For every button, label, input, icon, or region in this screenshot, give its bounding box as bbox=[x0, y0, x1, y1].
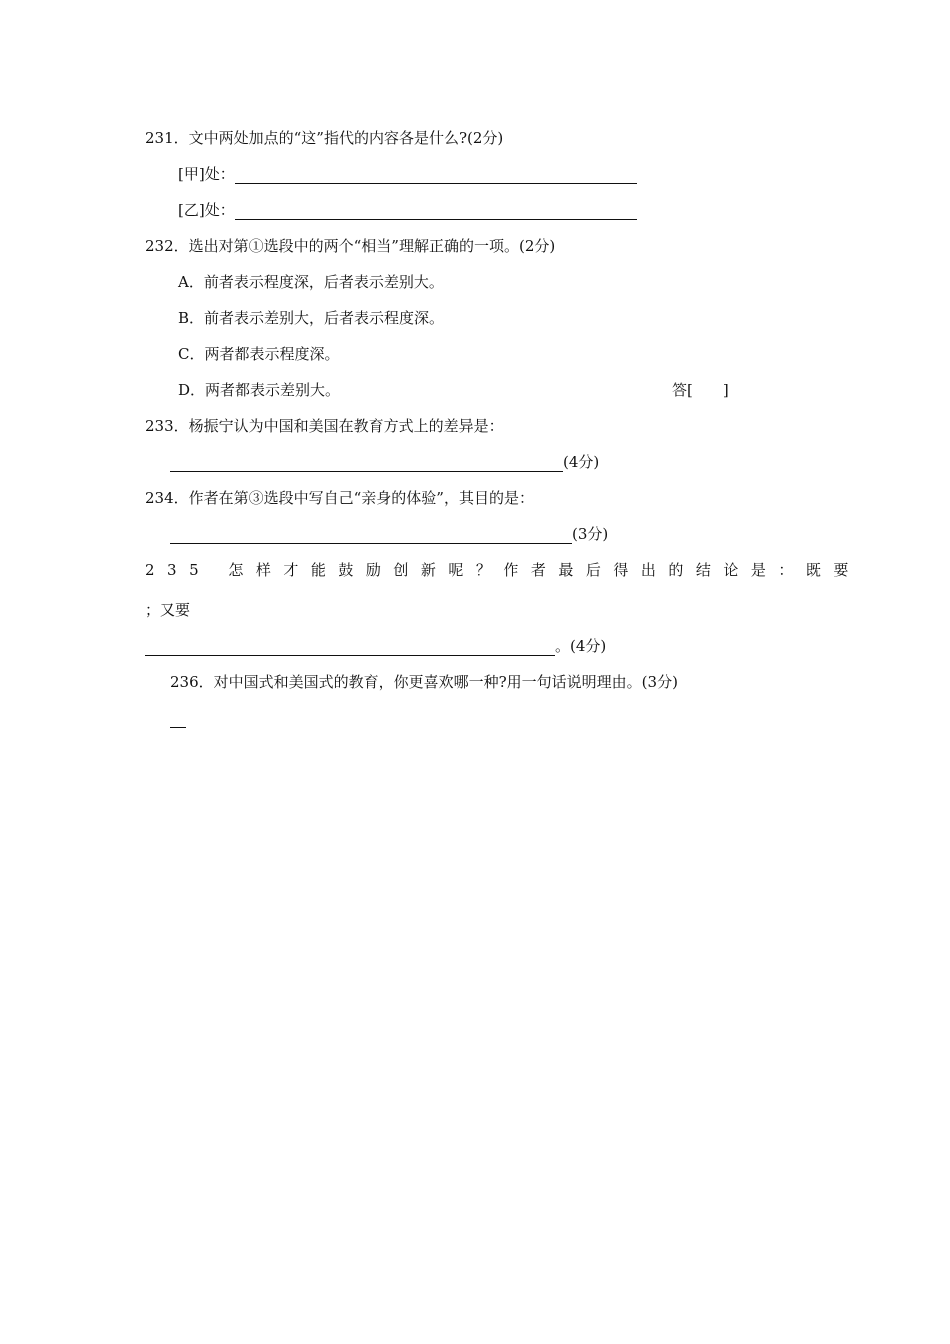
answer-blank-236[interactable] bbox=[170, 711, 186, 728]
yi-label: [乙]处： bbox=[178, 201, 235, 219]
score-235: 。(4分) bbox=[555, 637, 607, 655]
question-233: 233．杨振宁认为中国和美国在教育方式上的差异是： bbox=[145, 417, 504, 435]
answer-row-236 bbox=[170, 708, 186, 728]
option-d: D．两者都表示差别大。 bbox=[178, 381, 341, 399]
question-234: 234．作者在第③选段中写自己“亲身的体验”，其目的是： bbox=[145, 489, 534, 507]
answer-row-jia bbox=[178, 164, 637, 184]
answer-row-233 bbox=[170, 452, 599, 472]
question-232: 232．选出对第①选段中的两个“相当”理解正确的一项。(2分) bbox=[145, 237, 556, 255]
jia-label: [甲]处： bbox=[178, 165, 235, 183]
question-235-continuation: ；又要 bbox=[145, 601, 191, 619]
answer-blank-233[interactable] bbox=[170, 455, 563, 472]
yi-answer-blank[interactable] bbox=[235, 203, 637, 220]
answer-row-234 bbox=[170, 524, 608, 544]
jia-answer-blank[interactable] bbox=[235, 167, 637, 184]
option-a: A．前者表示程度深，后者表示差别大。 bbox=[178, 273, 444, 291]
option-b: B．前者表示差别大，后者表示程度深。 bbox=[178, 309, 445, 327]
question-236: 236．对中国式和美国式的教育，你更喜欢哪一种?用一句话说明理由。(3分) bbox=[170, 673, 678, 691]
answer-blank-234[interactable] bbox=[170, 527, 572, 544]
answer-blank-235[interactable] bbox=[145, 639, 555, 656]
answer-row-235 bbox=[145, 636, 606, 656]
answer-row-yi bbox=[178, 200, 637, 220]
score-233: (4分) bbox=[563, 453, 600, 471]
answer-bracket[interactable]: 答[ ] bbox=[672, 381, 729, 399]
score-234: (3分) bbox=[572, 525, 609, 543]
question-231: 231．文中两处加点的“这”指代的内容各是什么?(2分) bbox=[145, 129, 504, 147]
option-c: C．两者都表示程度深。 bbox=[178, 345, 340, 363]
question-235: 235 怎样才能鼓励创新呢？作者最后得出的结论是：既要 bbox=[145, 561, 861, 579]
